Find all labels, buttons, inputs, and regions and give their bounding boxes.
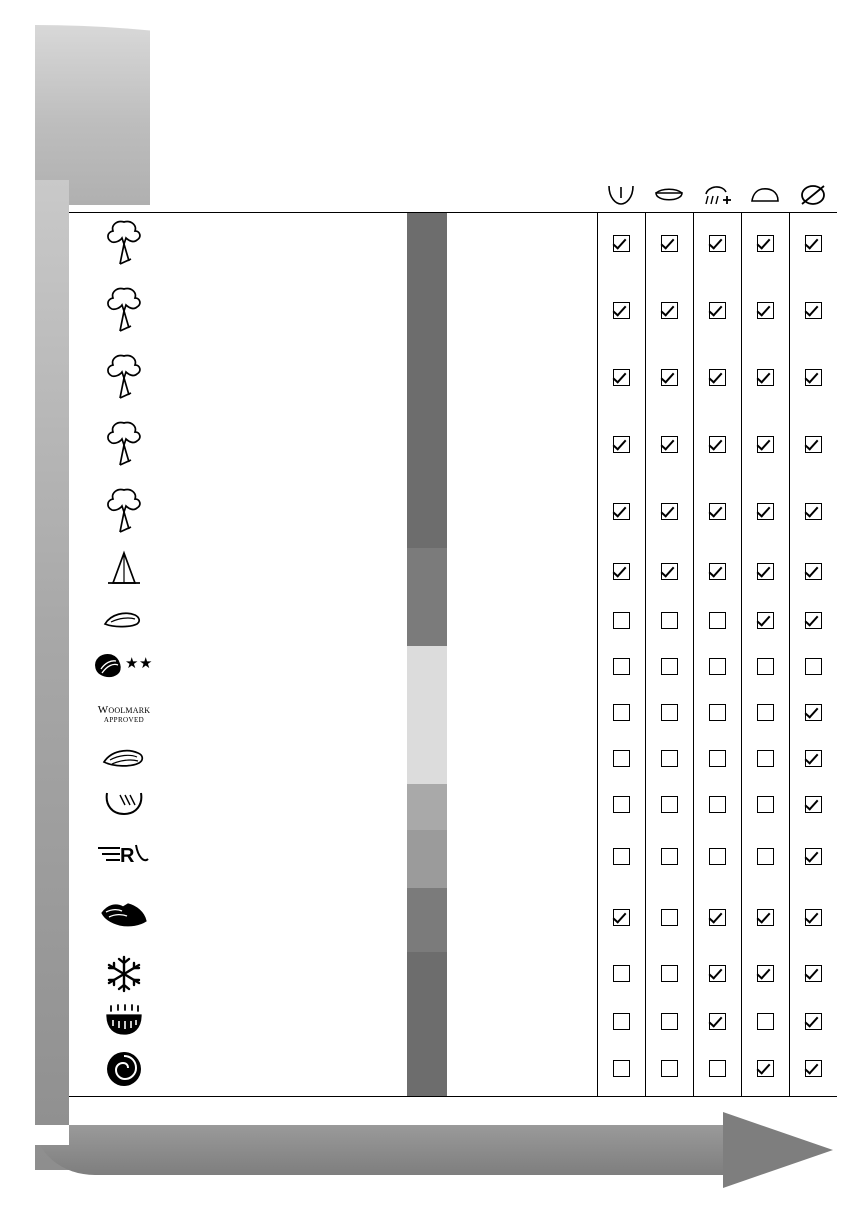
checkbox-rinseplus[interactable] (693, 600, 741, 646)
easy-iron-icon (741, 170, 789, 213)
checkbox-easyiron[interactable] (741, 646, 789, 692)
checkbox-quick[interactable] (645, 830, 693, 888)
checkbox-nospin[interactable] (789, 692, 837, 738)
checkbox-easyiron[interactable] (741, 952, 789, 1001)
checkbox-nospin[interactable] (789, 600, 837, 646)
checkbox-nospin[interactable] (789, 548, 837, 600)
checkbox-nospin[interactable] (789, 784, 837, 830)
checkbox-quick[interactable] (645, 481, 693, 548)
checkbox-prewash[interactable] (597, 830, 645, 888)
temperature-bar-cell (179, 414, 409, 481)
svg-text:★: ★ (139, 655, 153, 672)
checkbox-rinseplus[interactable] (693, 548, 741, 600)
checkbox-nospin[interactable] (789, 646, 837, 692)
temperature-bar-cell (179, 784, 409, 830)
checkbox-easyiron[interactable] (741, 1047, 789, 1097)
checkbox-easyiron[interactable] (741, 888, 789, 952)
spin-r-icon (69, 830, 179, 888)
programme-matrix (69, 170, 837, 1097)
shirts-icon (69, 888, 179, 952)
checkbox-prewash[interactable] (597, 692, 645, 738)
checkbox-easyiron[interactable] (741, 600, 789, 646)
table-row (69, 692, 837, 738)
cotton-cold-icon (69, 481, 179, 548)
temperature-bar-cell (179, 213, 409, 280)
temperature-bar-cell (179, 692, 409, 738)
checkbox-prewash[interactable] (597, 738, 645, 784)
checkbox-rinseplus[interactable] (693, 280, 741, 347)
svg-text:R: R (120, 845, 135, 867)
checkbox-nospin[interactable] (789, 481, 837, 548)
checkbox-nospin[interactable] (789, 952, 837, 1001)
checkbox-quick[interactable] (645, 738, 693, 784)
rinse-plus-icon (693, 170, 741, 213)
checkbox-easyiron[interactable] (741, 1001, 789, 1047)
checkbox-rinseplus[interactable] (693, 481, 741, 548)
rinse-icon (69, 784, 179, 830)
temperature-bar-cell (179, 280, 409, 347)
checkbox-prewash[interactable] (597, 1047, 645, 1097)
checkbox-rinseplus[interactable] (693, 738, 741, 784)
wool-hand-wash-icon (69, 646, 179, 692)
dark-garments-icon (69, 1047, 179, 1097)
decorative-arrow-head (723, 1112, 833, 1188)
table-header-row (69, 170, 837, 213)
checkbox-easyiron[interactable] (741, 213, 789, 280)
cotton-40-icon (69, 347, 179, 414)
checkbox-quick[interactable] (645, 1047, 693, 1097)
decorative-left-bar (35, 180, 69, 1170)
checkbox-easyiron[interactable] (741, 830, 789, 888)
temperature-bar-cell (179, 1047, 409, 1097)
temperature-bar-cell (179, 888, 409, 952)
checkbox-easyiron[interactable] (741, 692, 789, 738)
prewash-icon (597, 170, 645, 213)
checkbox-rinseplus[interactable] (693, 414, 741, 481)
checkbox-quick[interactable] (645, 548, 693, 600)
table-row (69, 548, 837, 600)
table-bottom-rule (69, 1097, 837, 1098)
checkbox-nospin[interactable] (789, 347, 837, 414)
checkbox-prewash[interactable] (597, 646, 645, 692)
table-row (69, 213, 837, 280)
checkbox-quick[interactable] (645, 646, 693, 692)
checkbox-prewash[interactable] (597, 347, 645, 414)
checkbox-rinseplus[interactable] (693, 784, 741, 830)
checkbox-easyiron[interactable] (741, 548, 789, 600)
checkbox-prewash[interactable] (597, 888, 645, 952)
checkbox-nospin[interactable] (789, 888, 837, 952)
checkbox-nospin[interactable] (789, 1047, 837, 1097)
decorative-bottom-bar (35, 1125, 735, 1175)
silk-icon (69, 738, 179, 784)
table-row (69, 738, 837, 784)
checkbox-prewash[interactable] (597, 784, 645, 830)
checkbox-rinseplus[interactable] (693, 1047, 741, 1097)
checkbox-quick[interactable] (645, 414, 693, 481)
table-row (69, 888, 837, 952)
outdoor-icon (69, 952, 179, 1001)
table-row (69, 414, 837, 481)
checkbox-prewash[interactable] (597, 280, 645, 347)
delicates-icon (69, 600, 179, 646)
checkbox-quick[interactable] (645, 1001, 693, 1047)
cotton-95-icon (69, 213, 179, 280)
temperature-bar-cell (179, 952, 409, 1001)
synthetics-icon (69, 548, 179, 600)
checkbox-prewash[interactable] (597, 952, 645, 1001)
checkbox-quick[interactable] (645, 600, 693, 646)
checkbox-prewash[interactable] (597, 481, 645, 548)
table-row (69, 830, 837, 888)
decorative-bottom-cut (35, 1125, 69, 1145)
table-row (69, 1001, 837, 1047)
checkbox-nospin[interactable] (789, 280, 837, 347)
cotton-60-icon (69, 280, 179, 347)
checkbox-rinseplus[interactable] (693, 692, 741, 738)
checkbox-prewash[interactable] (597, 548, 645, 600)
checkbox-easyiron[interactable] (741, 738, 789, 784)
quick-wash-icon (645, 170, 693, 213)
checkbox-nospin[interactable] (789, 1001, 837, 1047)
checkbox-rinseplus[interactable] (693, 646, 741, 692)
table-row (69, 952, 837, 1001)
temperature-bar-cell (179, 1001, 409, 1047)
checkbox-quick[interactable] (645, 784, 693, 830)
checkbox-quick[interactable] (645, 692, 693, 738)
table-row (69, 646, 837, 692)
checkbox-quick[interactable] (645, 952, 693, 1001)
table-row (69, 600, 837, 646)
checkbox-easyiron[interactable] (741, 481, 789, 548)
svg-text:★: ★ (125, 655, 139, 672)
temperature-bar-cell (179, 600, 409, 646)
temperature-bar-cell (179, 548, 409, 600)
table-row (69, 1047, 837, 1097)
temperature-bar-cell (179, 830, 409, 888)
programme-table (69, 170, 837, 1097)
checkbox-prewash[interactable] (597, 1001, 645, 1047)
temperature-bar-cell (179, 481, 409, 548)
checkbox-prewash[interactable] (597, 213, 645, 280)
checkbox-prewash[interactable] (597, 414, 645, 481)
checkbox-quick[interactable] (645, 280, 693, 347)
woolmark-approved-icon: WOOLMARK APPROVED (97, 704, 151, 724)
checkbox-easyiron[interactable] (741, 414, 789, 481)
checkbox-rinseplus[interactable] (693, 830, 741, 888)
table-row (69, 481, 837, 548)
checkbox-rinseplus[interactable] (693, 347, 741, 414)
checkbox-easyiron[interactable] (741, 347, 789, 414)
checkbox-nospin[interactable] (789, 414, 837, 481)
header-blank-name (409, 170, 597, 213)
checkbox-easyiron[interactable] (741, 280, 789, 347)
checkbox-rinseplus[interactable] (693, 888, 741, 952)
checkbox-rinseplus[interactable] (693, 952, 741, 1001)
drum-clean-icon (69, 1001, 179, 1047)
table-row (69, 347, 837, 414)
no-spin-icon (789, 170, 837, 213)
temperature-bar-cell (179, 646, 409, 692)
checkbox-nospin[interactable] (789, 738, 837, 784)
header-blank-bar (179, 170, 409, 213)
checkbox-rinseplus[interactable] (693, 213, 741, 280)
table-row (69, 784, 837, 830)
checkbox-quick[interactable] (645, 888, 693, 952)
header-blank-fabric (69, 170, 179, 213)
temperature-bar-cell (179, 738, 409, 784)
checkbox-quick[interactable] (645, 213, 693, 280)
cotton-30-icon (69, 414, 179, 481)
checkbox-nospin[interactable] (789, 213, 837, 280)
checkbox-quick[interactable] (645, 347, 693, 414)
table-row (69, 280, 837, 347)
checkbox-rinseplus[interactable] (693, 1001, 741, 1047)
checkbox-prewash[interactable] (597, 600, 645, 646)
checkbox-easyiron[interactable] (741, 784, 789, 830)
checkbox-nospin[interactable] (789, 830, 837, 888)
temperature-bar-cell (179, 347, 409, 414)
